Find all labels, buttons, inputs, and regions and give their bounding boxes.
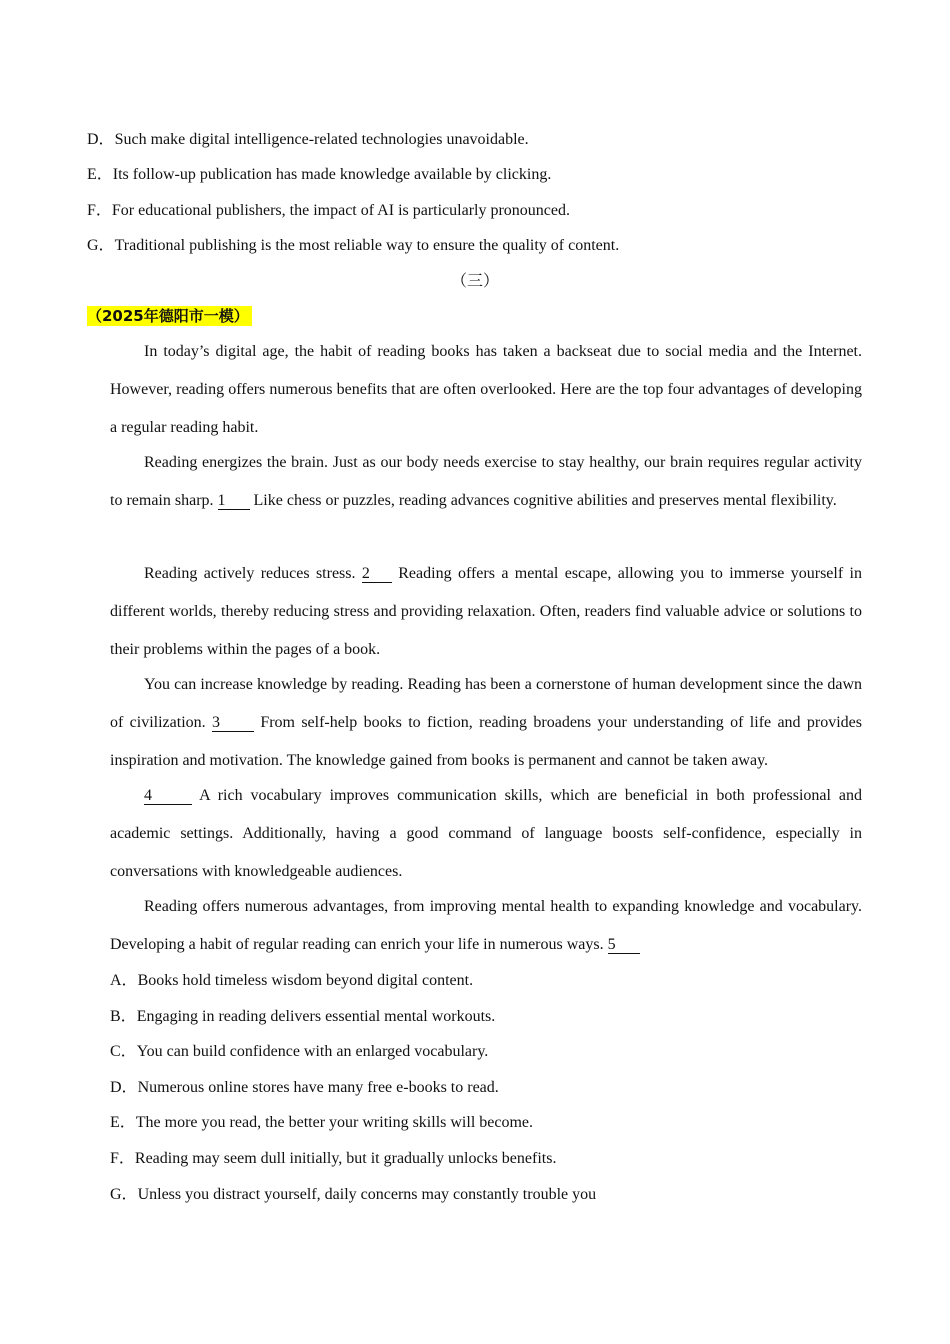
option-e: E．The more you read, the better your writing skills will become. <box>110 1114 534 1131</box>
blank-4: 4 <box>144 788 192 805</box>
paragraph-2: Reading energizes the brain. Just as our body needs exercise to stay healthy, our brain requires regular activity to remain sharp. 1 Like chess or puzzles, reading advances cognitive abilities and preserves mental flexibility. <box>110 454 862 509</box>
paragraph-3: Reading actively reduces stress. 2 Reading offers a mental escape, allowing you to immerse yourself in different worlds, thereby reducing stress and providing relaxation. Often, readers find valuable advice or solutions to their problems within the pages of a book. <box>110 565 863 658</box>
paragraph-5: 4 A rich vocabulary improves communication skills, which are beneficial in both professional and academic settings. Additionally, having a good command of language boosts self-confidence, especially in conversations with knowledgeable audiences. <box>110 787 862 880</box>
prev-option-e: E．Its follow-up publication has made knowledge available by clicking. <box>87 166 552 183</box>
option-f: F．Reading may seem dull initially, but it gradually unlocks benefits. <box>110 1150 557 1167</box>
option-g: G．Unless you distract yourself, daily concerns may constantly trouble you <box>110 1186 597 1203</box>
prev-option-d: D．Such make digital intelligence-related technologies unavoidable. <box>87 131 529 148</box>
section-title: （三） <box>450 273 499 290</box>
paragraph-4: You can increase knowledge by reading. Reading has been a cornerstone of human development since the dawn of civilization. 3 From self-help books to fiction, reading broadens your understanding of life and provides inspiration and motivation. The knowledge gained from books is permanent and cannot be taken away. <box>110 676 862 769</box>
option-b: B．Engaging in reading delivers essential mental workouts. <box>110 1008 496 1025</box>
paragraph-6: Reading offers numerous advantages, from improving mental health to expanding knowledge and vocabulary. Developing a habit of regular reading can enrich your life in numerous ways. 5 <box>110 898 862 953</box>
option-d: D．Numerous online stores have many free e-books to read. <box>110 1079 499 1096</box>
option-a: A．Books hold timeless wisdom beyond digital content. <box>110 972 474 989</box>
paragraph-1: In today’s digital age, the habit of reading books has taken a backseat due to social media and the Internet. However, reading offers numerous benefits that are often overlooked. Here are the top four advantages of developing a regular reading habit. <box>110 343 862 436</box>
blank-2: 2 <box>362 566 392 583</box>
option-c: C．You can build confidence with an enlarged vocabulary. <box>110 1043 489 1060</box>
blank-3: 3 <box>212 715 254 732</box>
prev-option-f: F．For educational publishers, the impact of AI is particularly pronounced. <box>87 202 571 219</box>
blank-5: 5 <box>608 937 640 954</box>
source-tag: （2025年德阳市一模） <box>87 306 252 326</box>
prev-option-g: G．Traditional publishing is the most reliable way to ensure the quality of content. <box>87 237 620 254</box>
blank-1: 1 <box>218 493 250 510</box>
